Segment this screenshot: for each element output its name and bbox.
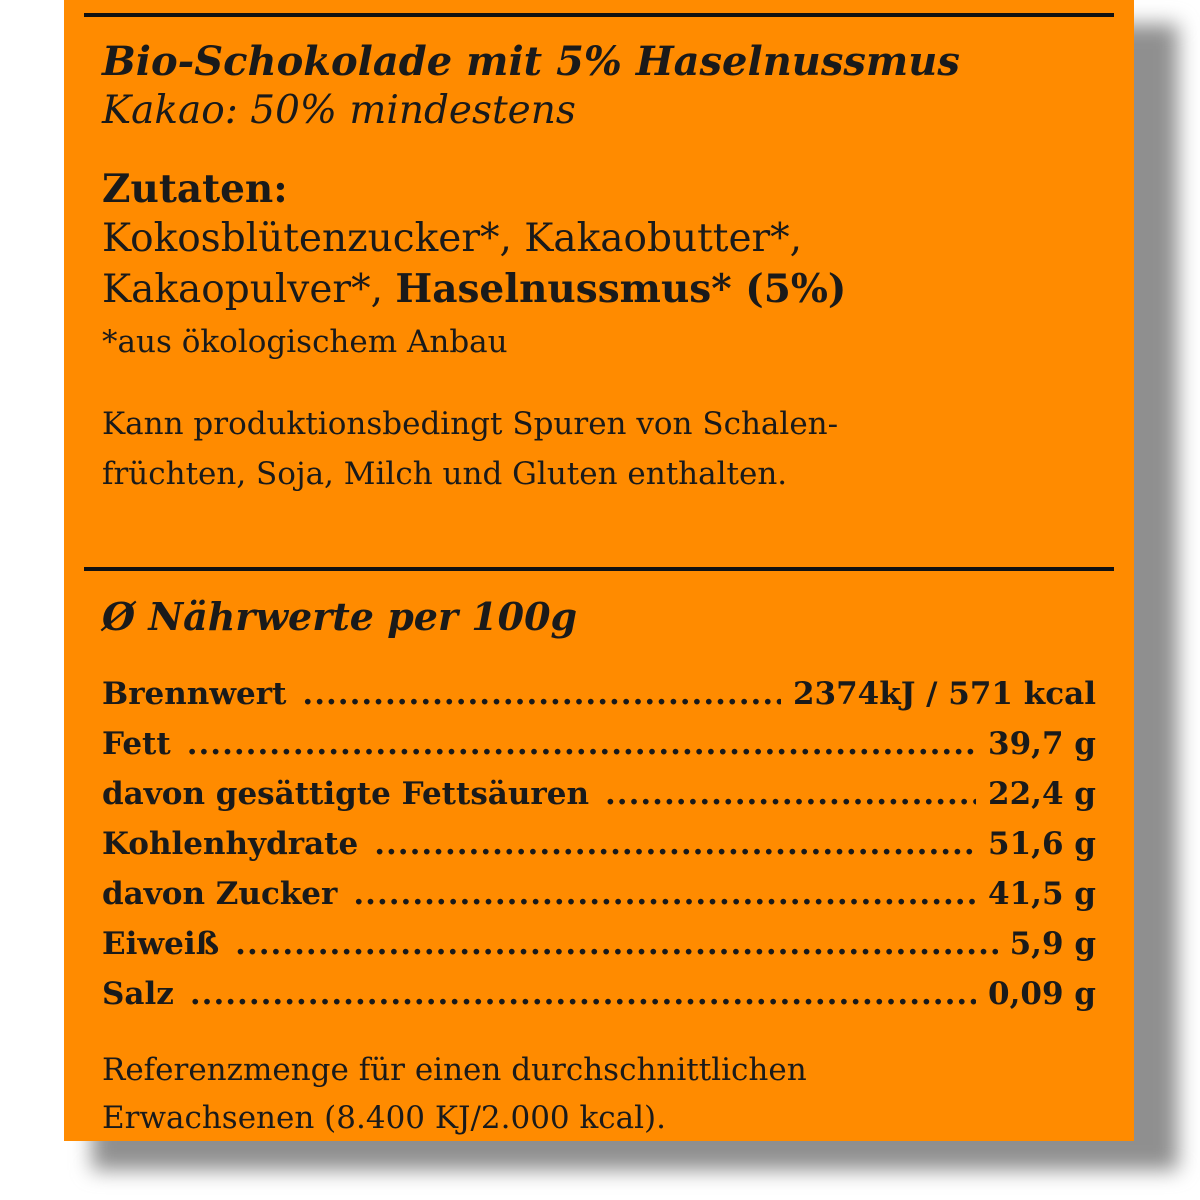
nutrition-label: Salz xyxy=(102,976,174,1012)
middle-divider xyxy=(84,567,1114,571)
allergen-line-2: früchten, Soja, Milch und Gluten enthalten. xyxy=(102,456,788,492)
dot-leader xyxy=(353,876,976,912)
nutrition-row-energy xyxy=(102,676,1096,726)
nutrition-row-protein xyxy=(102,926,1096,976)
dot-leader xyxy=(187,726,976,762)
nutrition-row-carbohydrates xyxy=(102,826,1096,876)
nutrition-row-saturated-fat xyxy=(102,776,1096,826)
dot-leader xyxy=(374,826,976,862)
ingredients-line-2 xyxy=(102,266,846,312)
reference-line-1: Referenzmenge für einen durchschnittlichen xyxy=(102,1052,807,1088)
nutrition-label: Kohlenhydrate xyxy=(102,826,359,862)
top-divider xyxy=(84,13,1114,17)
organic-footnote: *aus ökologischem Anbau xyxy=(102,324,508,360)
product-name: Bio-Schokolade mit 5% Haselnussmus xyxy=(102,38,960,85)
ingredients-line-1: Kokosblütenzucker*, Kakaobutter*, xyxy=(102,216,803,261)
allergen-line-1: Kann produktionsbedingt Spuren von Schalen- xyxy=(102,406,839,442)
nutrition-label: Fett xyxy=(102,726,171,762)
ingredients-highlight: Haselnussmus* (5%) xyxy=(395,266,847,312)
ingredients-heading: Zutaten: xyxy=(102,166,288,212)
nutrition-label: Eiweiß xyxy=(102,926,220,962)
nutrition-table xyxy=(102,676,1096,1026)
nutrition-label: davon gesättigte Fettsäuren xyxy=(102,776,589,812)
reference-line-2: Erwachsenen (8.400 KJ/2.000 kcal). xyxy=(102,1100,666,1136)
nutrition-row-fat xyxy=(102,726,1096,776)
product-label xyxy=(64,0,1134,1141)
nutrition-value: 5,9 g xyxy=(1009,926,1096,962)
nutrition-row-sugar xyxy=(102,876,1096,926)
nutrition-value: 2374kJ / 571 kcal xyxy=(792,676,1096,712)
nutrition-value: 22,4 g xyxy=(988,776,1096,812)
ingredients-line-2-plain: Kakaopulver*, xyxy=(102,267,396,312)
nutrition-value: 0,09 g xyxy=(988,976,1096,1012)
nutrition-label: Brennwert xyxy=(102,676,287,712)
dot-leader xyxy=(190,976,976,1012)
dot-leader xyxy=(605,776,976,812)
nutrition-value: 39,7 g xyxy=(988,726,1096,762)
nutrition-heading: Ø Nährwerte per 100g xyxy=(102,594,578,639)
dot-leader xyxy=(302,676,781,712)
nutrition-label: davon Zucker xyxy=(102,876,338,912)
dot-leader xyxy=(235,926,997,962)
nutrition-row-salt xyxy=(102,976,1096,1026)
cocoa-content: Kakao: 50% mindestens xyxy=(102,88,576,133)
nutrition-value: 51,6 g xyxy=(988,826,1096,862)
nutrition-value: 41,5 g xyxy=(988,876,1096,912)
